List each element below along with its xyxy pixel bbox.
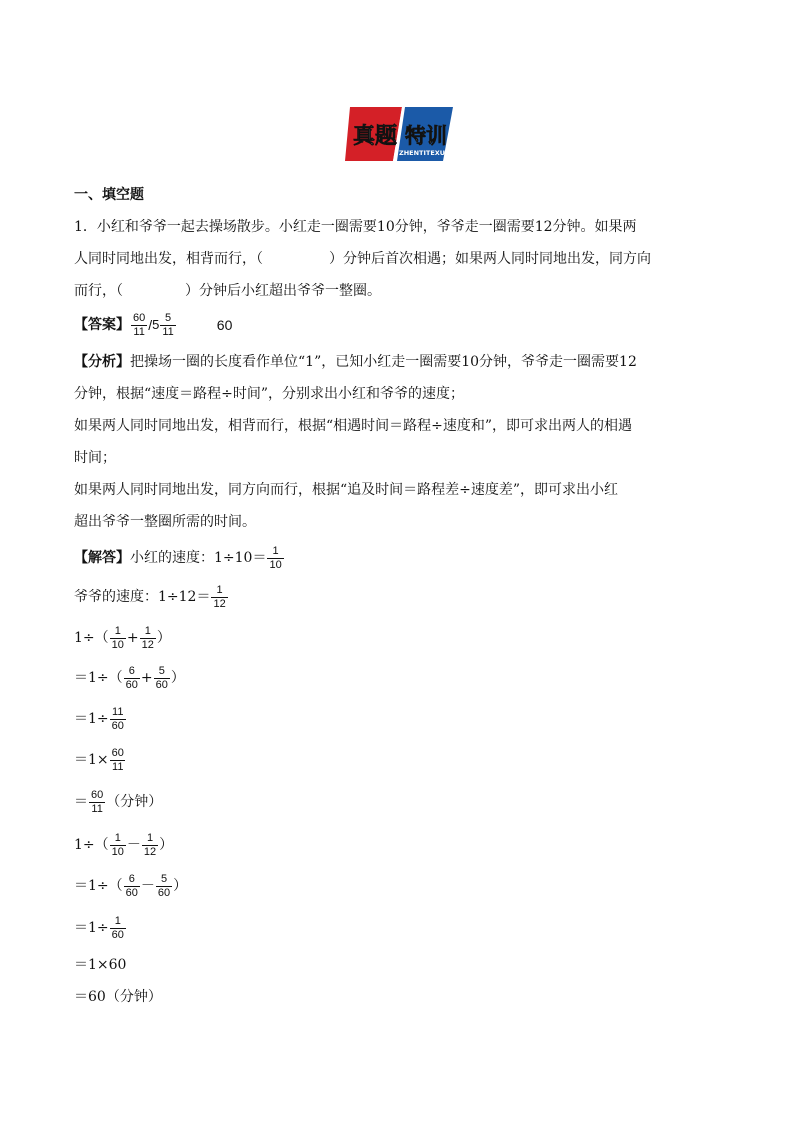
svg-text:真题: 真题 (353, 124, 398, 149)
solution-step-10: ＝60（分钟） (74, 989, 162, 1005)
analysis-line-3: 如果两人同时同地出发，相背而行，根据“相遇时间＝路程÷速度和”，即可求出两人的相遇 (74, 418, 633, 434)
solution-step-3: ＝1÷ $\frac{11}{60}$ (74, 705, 124, 732)
answer-fraction: $\frac{60}{11}$ (133, 311, 146, 338)
solution-step-7: ＝1÷（ $\frac{6}{60}$ － $\frac{5}{60}$ ） (74, 872, 188, 899)
analysis-line-5: 如果两人同时同地出发，同方向而行，根据“追及时间＝路程差÷速度差”，即可求出小红 (74, 482, 619, 498)
solution-step-5: ＝ $\frac{60}{11}$ （分钟） (74, 788, 163, 815)
answer-label: 【答案】 (74, 317, 130, 333)
answer-line: 【答案】 $\frac{60}{11}$ / 5 $\frac{5}{11}$ 60 (74, 311, 233, 338)
solution-step-8: ＝1÷ $\frac{1}{60}$ (74, 914, 124, 941)
question-line-1: 1．小红和爷爷一起去操场散步。小红走一圈需要10分钟，爷爷走一圈需要12分钟。如果两 (74, 219, 637, 235)
analysis-line-1: 【分析】把操场一圈的长度看作单位“1”，已知小红走一圈需要10分钟，爷爷走一圈需要12 (74, 354, 637, 370)
svg-text:特训: 特训 (405, 124, 447, 148)
solution-step-9: ＝1×60 (74, 957, 127, 973)
question-line-3: 而行，（ ）分钟后小红超出爷爷一整圈。 (74, 283, 381, 299)
analysis-line-6: 超出爷爷一整圈所需的时间。 (74, 514, 256, 530)
solution-step-4: ＝1× $\frac{60}{11}$ (74, 746, 124, 773)
logo-subtitle: ZHENTITEXUN (399, 149, 451, 157)
answer-second: 60 (216, 317, 233, 333)
zhentitexun-logo (345, 103, 453, 163)
solution-step-2: ＝1÷（ $\frac{6}{60}$ + $\frac{5}{60}$ ） (74, 664, 185, 691)
section-title: 一、填空题 (74, 187, 144, 203)
solution-line-2: 爷爷的速度：1÷12＝ $\frac{1}{12}$ (74, 583, 226, 610)
solution-step-1: 1÷（ $\frac{1}{10}$ + $\frac{1}{12}$ ） (74, 624, 171, 651)
analysis-line-2: 分钟，根据“速度＝路程÷时间”，分别求出小红和爷爷的速度； (74, 386, 465, 402)
solution-line-1: 【解答】 小红的速度：1÷10＝ $\frac{1}{10}$ (74, 544, 282, 571)
question-line-2: 人同时同地出发，相背而行，（ ）分钟后首次相遇；如果两人同时同地出发，同方向 (74, 251, 651, 267)
answer-mixed-number: 5 $\frac{5}{11}$ (152, 311, 174, 338)
solution-step-6: 1÷（ $\frac{1}{10}$ － $\frac{1}{12}$ ） (74, 831, 174, 858)
analysis-line-4: 时间； (74, 450, 116, 466)
